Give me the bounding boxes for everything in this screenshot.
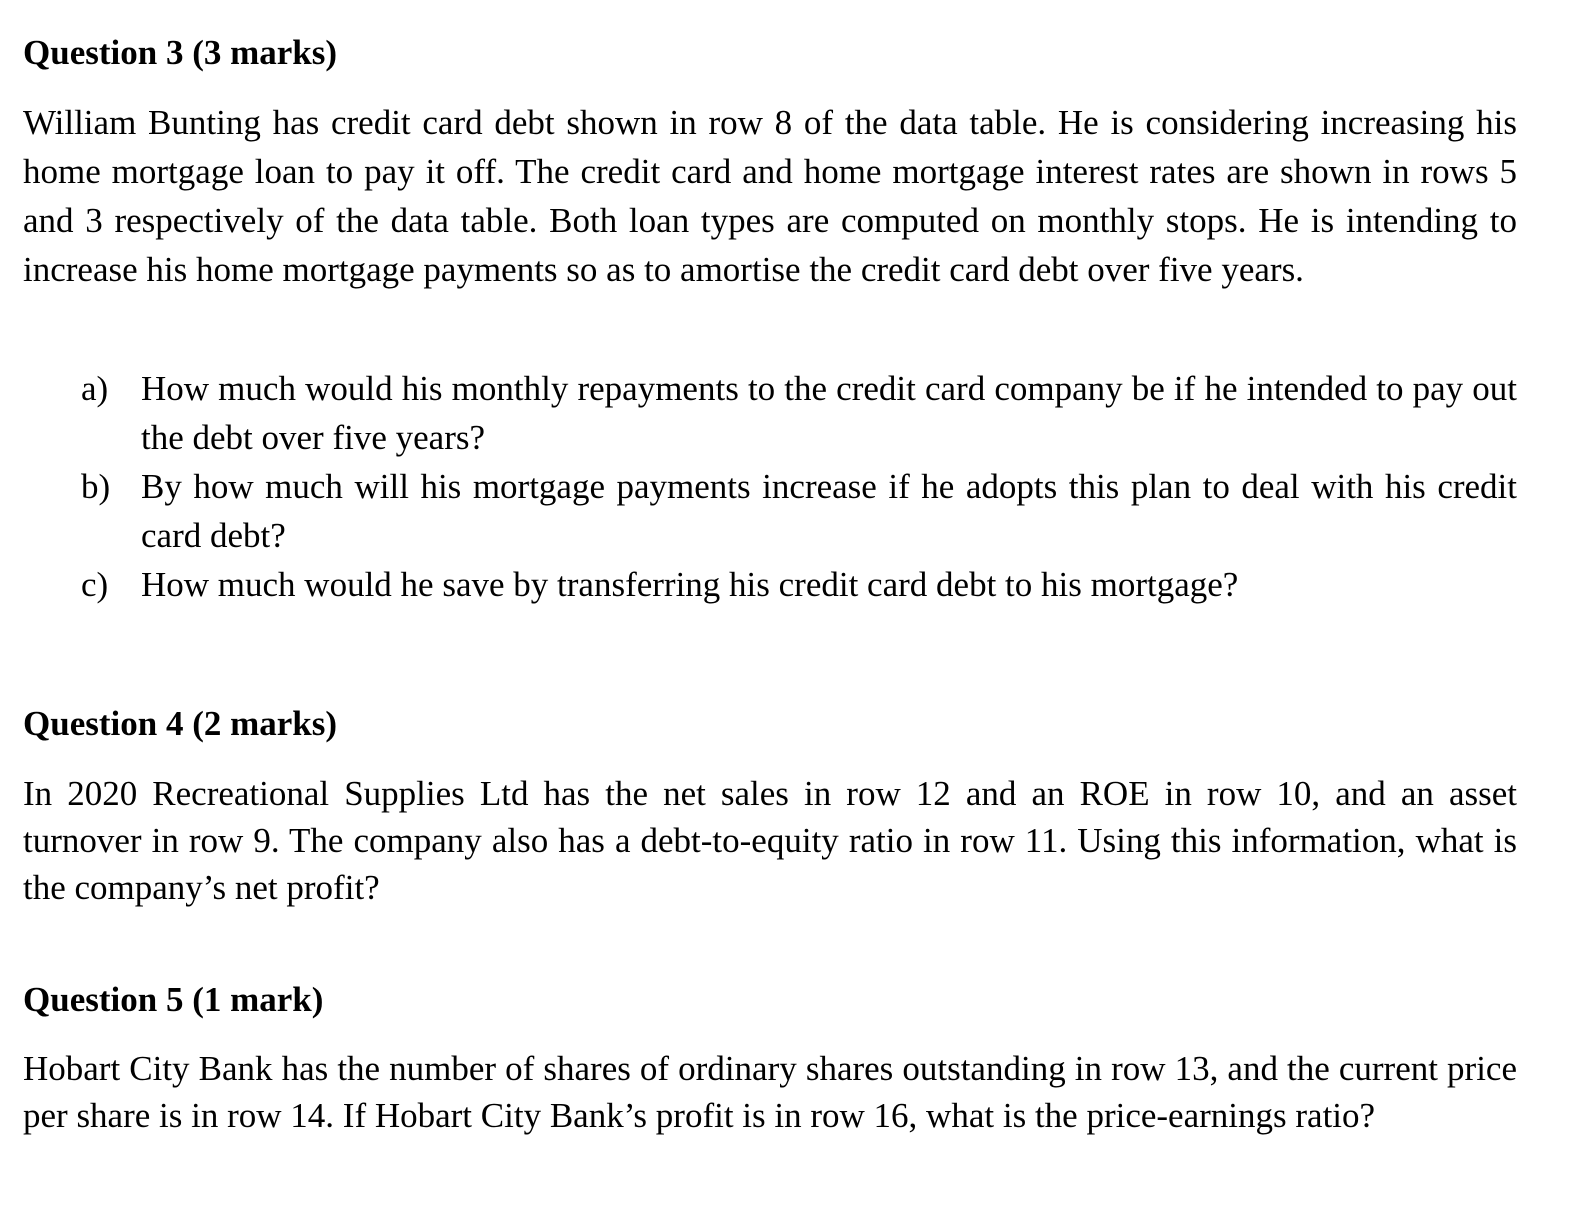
part-b-letter: b) <box>81 467 111 506</box>
question-5-body: Hobart City Bank has the number of shares of ordinary shares outstanding in row 13, and the current price per share is in row 14. If Hobart City Bank’s profit is in row 16, what is the price-earnings ratio? <box>23 1049 1517 1135</box>
part-c-letter: c) <box>81 565 109 604</box>
question-3-body: William Bunting has credit card debt shown in row 8 of the data table. He is considering increasing his home mortgage loan to pay it off. The credit card and home mortgage interest rates are shown in rows 5 and 3 respectively of the data table. Both loan types are computed on monthly stops. He is intending to increase his home mortgage payments so as to amortise the credit card debt over five years. <box>23 103 1517 289</box>
question-3-part-b <box>81 462 1517 560</box>
question-3-parts <box>81 364 1517 609</box>
part-c-text: How much would he save by transferring his credit card debt to his mortgage? <box>141 565 1239 604</box>
part-b-text: By how much will his mortgage payments increase if he adopts this plan to deal with his credit card debt? <box>141 467 1517 555</box>
question-3-part-a <box>81 364 1517 462</box>
part-a-text: How much would his monthly repayments to the credit card company be if he intended to pay out the debt over five years? <box>141 369 1517 457</box>
part-a-letter: a) <box>81 369 109 408</box>
question-3-part-c <box>81 560 1517 609</box>
question-3-heading: Question 3 (3 marks) <box>23 33 338 72</box>
question-4-body: In 2020 Recreational Supplies Ltd has the net sales in row 12 and an ROE in row 10, and an asset turnover in row 9. The company also has a debt-to-equity ratio in row 11. Using this information, what is the company’s net profit? <box>23 774 1517 907</box>
question-4-heading: Question 4 (2 marks) <box>23 704 338 743</box>
question-5-heading: Question 5 (1 mark) <box>23 980 324 1019</box>
